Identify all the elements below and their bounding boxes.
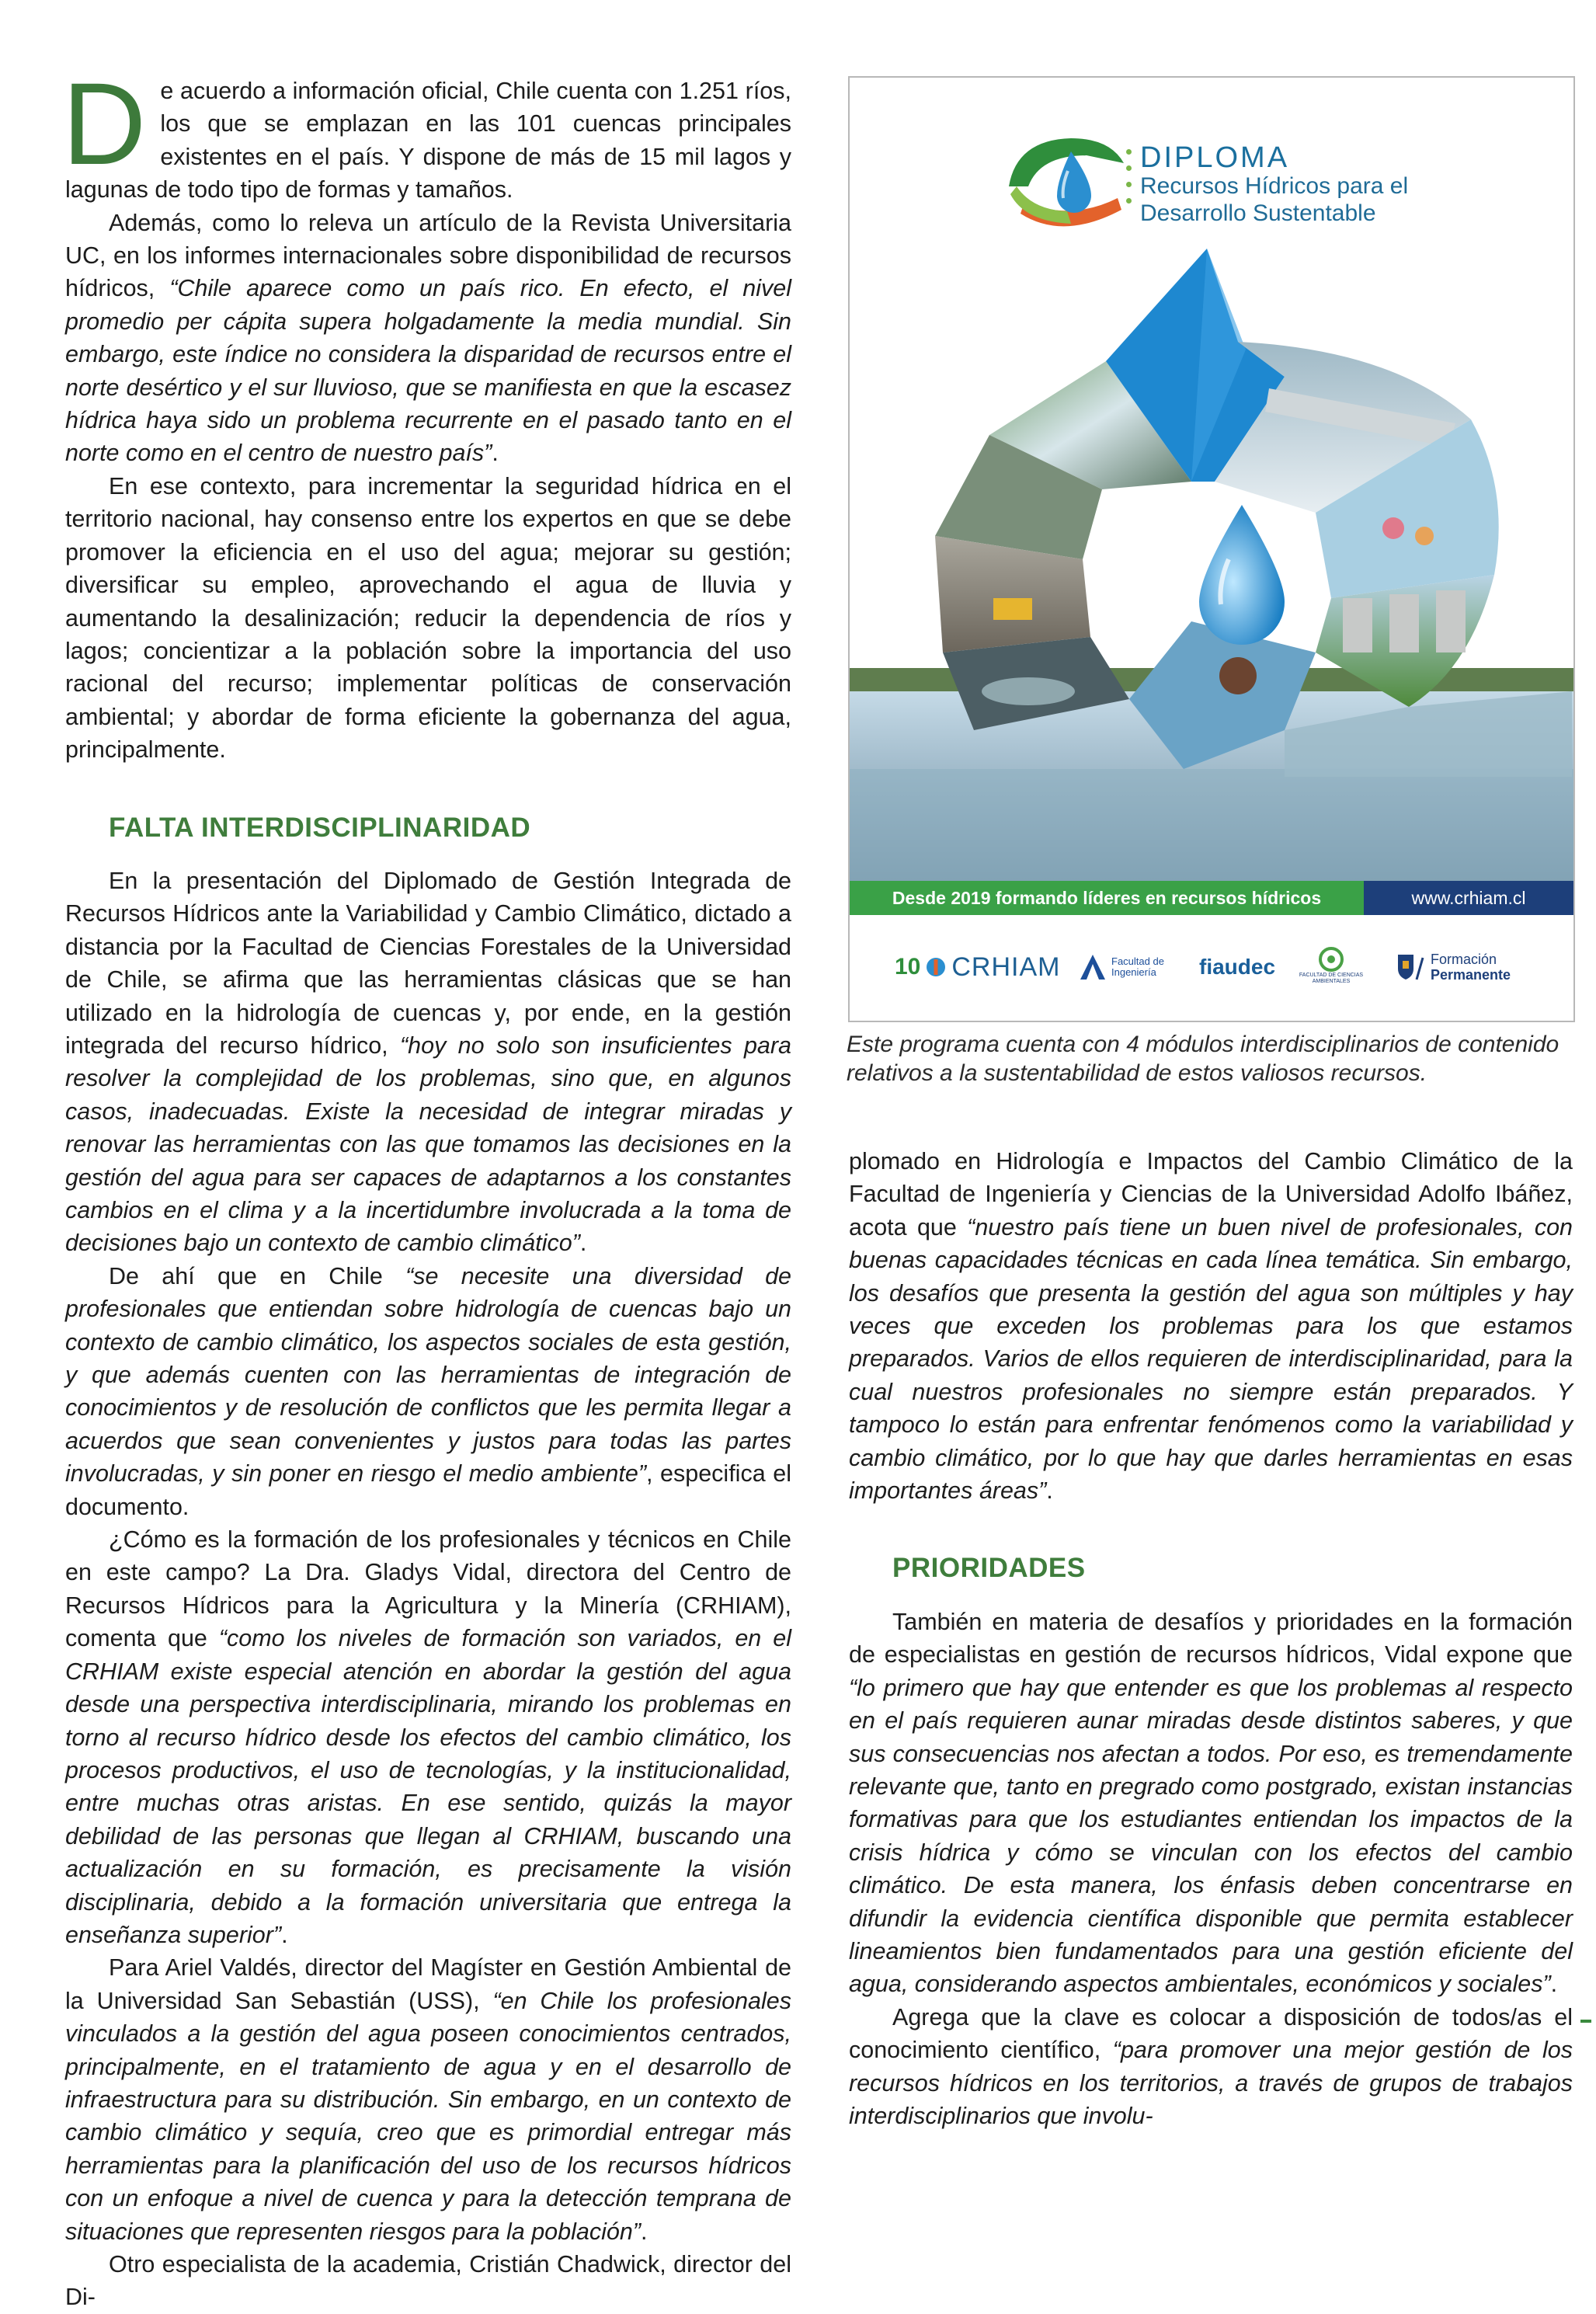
ad-banner (850, 881, 1573, 915)
drop-cap: D (62, 58, 147, 189)
quote-text: “Chile aparece como un país rico. En efecto, el nivel promedio per cápita supera holgadamente la media mundial. Sin embargo, este índice no considera la disparidad de recursos entre el norte desértico y el sur lluvioso, que se manifiesta en que la escasez hídrica haya sido un problema recurrente en el pasado tanto en el norte como en el centro de nuestro país” (65, 275, 791, 467)
paragraph-text: Otro especialista de la academia, Cristián Chadwick, director del Di- (65, 2251, 791, 2311)
paragraph-text: . (640, 2218, 648, 2245)
ambientales-emblem-icon (1318, 946, 1344, 973)
quote-text: “en Chile los profesionales vinculados a la gestión del agua poseen conocimientos centrados, principalmente, en el tratamiento de agua y en el desarrollo de infraestructura para su distribución. Sin embargo, en un contexto de cambio climático y sequía, creo que es primordial entregar más herramientas para la planificación del uso de los recursos hídricos con un enfoque a nivel de cuenca y para la detección temprana de situaciones que representen riesgos para la población” (65, 1987, 791, 2245)
ambientales-name: FACULTAD DE CIENCIAS AMBIENTALES (1299, 973, 1364, 984)
quote-text: “como los niveles de formación son variados, en el CRHIAM existe especial atención en abordar la gestión del agua desde una perspectiva interdisciplinaria, mirando los problemas en torno al recurso hídrico desde los efectos del cambio climático, los procesos productivos, el uso de tecnologías, y la institucionalidad, entre muchas otras aristas. En ese sentido, quizás la mayor debilidad de las personas que llegan al CRHIAM, buscando una actualización en su formación, es precisamente la visión disciplinaria, debido a la formación universitaria que entrega la enseñanza superior” (65, 1625, 791, 1948)
quote-text: “se necesite una diversidad de profesionales que entiendan sobre hidrología de cuencas bajo un contexto de cambio climático, los aspectos sociales de esta gestión, y que además cuenten con las herramientas de integración de conocimientos y de resolución de conflictos que les permita llegar a acuerdos que sean convenientes y justos para todas las partes involucradas, y sin poner en riesgo el medio ambiente” (65, 1262, 792, 1488)
quote-text: “para promover una mejor gestión de los recursos hídricos en los territorios, a través de grupos de trabajos interdisciplinarios que involu- (849, 2037, 1573, 2129)
quote-text: “nuestro país tiene un buen nivel de profesionales, con buenas capacidades técnicas en cada línea temática. Sin embargo, los desafíos que presenta la gestión del agua son múltiples y hay veces que exceden los problemas para los que estamos preparados. Varios de ellos requieren de interdisciplinaridad, para la cual nuestros profesionales no siempre están preparados. Y tampoco lo están para enfrentar fenómenos como la variabilidad y cambio climático, por lo que hay que darles herramientas en esas importantes áreas” (849, 1213, 1573, 1505)
formacion-line1: Formación (1431, 952, 1497, 967)
crhiam-anniversary: 10 (895, 954, 921, 980)
crhiam-emblem-icon (925, 956, 947, 978)
paragraph-text: También en materia de desafíos y prioridades en la formación de especialistas en gestión de recursos hídricos, Vidal expone que (849, 1608, 1573, 1669)
paragraph (65, 865, 791, 1260)
section-heading: PRIORIDADES (892, 1553, 1086, 1584)
paragraph-intro (62, 58, 791, 207)
decorative-dots (1126, 149, 1132, 214)
paragraph-text: . (1550, 1971, 1558, 1998)
paragraph-text: . (492, 440, 499, 467)
formacion-line2: Permanente (1431, 967, 1511, 983)
quote-text: “lo primero que hay que entender es que los problemas al respecto en el país requieren aunar miradas desde distintos saberes, y que sus consecuencias nos afectan a todos. Por eso, es tremendamente relevante que, tanto en pregrado como postgrado, existan instancias formativas para que los estudiantes entiendan los impactos de la crisis hídrica y cómo se vinculan con los efectos del cambio climático. De esta manera, los énfasis deben concentrarse en difundir la evidencia científica disponible que permita establecer lineamientos bien fundamentados para una gestión eficiente del agua, considerando aspectos ambientales, económicos y sociales” (849, 1674, 1573, 1998)
formacion-permanente-logo (1393, 946, 1511, 988)
crhiam-name: CRHIAM (951, 952, 1061, 982)
paragraph-text: Agrega que la clave es colocar a disposición de todos/as el conocimiento científico, (849, 2003, 1573, 2064)
paragraph-text: Además, como lo releva un artículo de la Revista Universitaria UC, en los informes internacionales sobre disponibilidad de recursos hídricos, (65, 209, 791, 302)
paragraph (849, 1606, 1573, 2001)
ambientales-logo (1296, 946, 1366, 988)
paragraph (65, 207, 791, 470)
fiaudec-logo (1199, 946, 1275, 988)
paragraph-text: De ahí que en Chile (109, 1262, 406, 1289)
fiaudec-name: fiaudec (1199, 955, 1276, 979)
paragraph-text: En ese contexto, para incrementar la seguridad hídrica en el territorio nacional, hay consenso entre los expertos en que se debe promover la eficiencia en el uso del agua; mejorar su gestión; diversificar su empleo, aprovechando el agua de lluvia y aumentando la desalinización; reducir la dependencia de ríos y lagos; concientizar a la población sobre la importancia del uso racional del recurso; implementar políticas de conservación ambiental; y abordar de forma eficiente la gobernanza del agua, principalmente. (65, 472, 791, 764)
ad-title: DIPLOMA (1140, 141, 1290, 174)
paragraph-text: . (1046, 1477, 1053, 1505)
water-cycle-collage (850, 233, 1573, 909)
paragraph (65, 1951, 791, 2248)
ad-subtitle-line1: Recursos Hídricos para el (1140, 173, 1409, 199)
paragraph-text: e acuerdo a información oficial, Chile cuenta con 1.251 ríos, los que se emplazan en las 101 cuencas principales existentes en el país. Y dispone de más de 15 mil lagos y lagunas de todo tipo de formas y tamaños. (65, 78, 791, 204)
ad-subtitle-line2: Desarrollo Sustentable (1140, 200, 1376, 226)
image-caption: Este programa cuenta con 4 módulos interdisciplinarios de contenido relativos a la sustentabilidad de estos valiosos recursos. (847, 1032, 1559, 1086)
page-marker (1580, 2020, 1591, 2023)
ad-banner-slogan: Desde 2019 formando líderes en recursos hídricos (850, 881, 1364, 915)
paragraph (849, 2001, 1573, 2133)
paragraph (65, 1260, 791, 1523)
paragraph (65, 1523, 791, 1951)
section-heading: FALTA INTERDISCIPLINARIDAD (109, 812, 531, 843)
paragraph (65, 2248, 791, 2314)
formacion-permanente-text (1431, 952, 1511, 983)
quote-text: “hoy no solo son insuficientes para resolver la complejidad de los problemas, sino que, en algunos casos, inadecuadas. Existe la necesidad de integrar miradas y renovar las herramientas con las que tomamos las decisiones en la gestión del agua para ser capaces de adaptarnos a los constantes cambios en el clima y a la incertidumbre involucrada a la toma de decisiones bajo un contexto de cambio climático” (65, 1032, 792, 1257)
ingenieria-name: Facultad de Ingeniería (1111, 955, 1164, 978)
paragraph-text: . (579, 1230, 587, 1257)
ad-banner-website: www.crhiam.cl (1364, 881, 1573, 915)
paragraph-text: ¿Cómo es la formación de los profesionales y técnicos en Chile en este campo? La Dra. Gladys Vidal, directora del Centro de Recursos Hídricos para la Agricultura y la Minería (CRHIAM), comenta que (65, 1526, 791, 1652)
paragraph-text: plomado en Hidrología e Impactos del Cambio Climático de la Facultad de Ingeniería y Ciencias de la Universidad Adolfo Ibáñez, acota que (849, 1148, 1573, 1241)
crhiam-logo (895, 946, 1060, 988)
paragraph-text: Para Ariel Valdés, director del Magíster en Gestión Ambiental de la Universidad San Sebastián (USS), (65, 1954, 791, 2014)
article-right-column (849, 1145, 1573, 2132)
paragraph-text: . (281, 1921, 288, 1948)
udec-shield-icon (1393, 952, 1424, 983)
paragraph (65, 470, 791, 767)
diploma-advertisement (848, 76, 1575, 1022)
paragraph-text: En la presentación del Diplomado de Gestión Integrada de Recursos Hídricos ante la Variabilidad y Cambio Climático, dictado a distancia por la Facultad de Ciencias Forestales de la Universidad de Chile, se afirma que las herramientas clásicas que se han utilizado en la hidrología de cuencas y, por ende, en la gestión integrada del recurso hídrico, (65, 867, 791, 1059)
ingenieria-emblem-icon (1079, 953, 1107, 981)
ingenieria-logo (1079, 946, 1174, 988)
paragraph-text: , especifica el documento. (65, 1460, 791, 1520)
paragraph (849, 1145, 1573, 1507)
article-left-column (62, 58, 792, 2314)
partner-logos (850, 932, 1573, 1002)
